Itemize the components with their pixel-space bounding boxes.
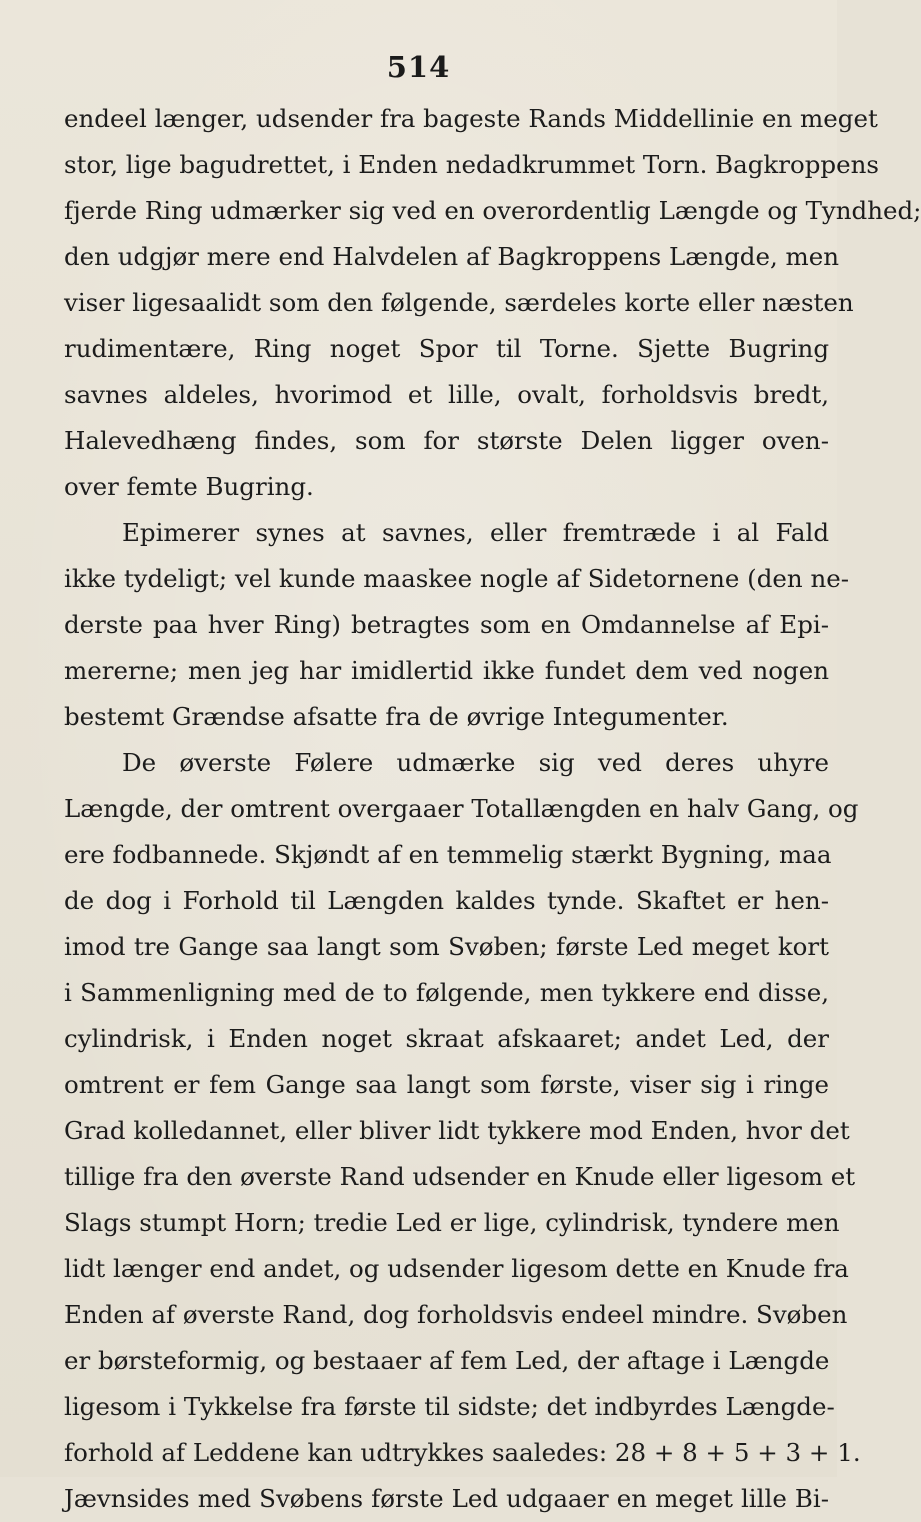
text-line: mererne; men jeg har imidlertid ikke fundet dem ved nogen [64, 656, 829, 685]
text-line: den udgjør mere end Halvdelen af Bagkroppens Længde, men [64, 242, 840, 271]
page-number: 514 [386, 50, 451, 84]
body-text [64, 96, 921, 1522]
text-line: Grad kolledannet, eller bliver lidt tykkere mod Enden, hvor det [64, 1116, 850, 1145]
text-line: lidt længer end andet, og udsender ligesom dette en Knude fra [64, 1254, 849, 1283]
text-line: Længde, der omtrent overgaaer Totallængden en halv Gang, og [64, 794, 859, 823]
text-line: fjerde Ring udmærker sig ved en overordentlig Længde og Tyndhed; [64, 196, 921, 225]
text-line: stor, lige bagudrettet, i Enden nedadkrummet Torn. Bagkroppens [64, 150, 879, 179]
text-line: ere fodbannede. Skjøndt af en temmelig stærkt Bygning, maa [64, 840, 832, 869]
text-line: tillige fra den øverste Rand udsender en Knude eller ligesom et [64, 1162, 856, 1191]
text-line: forhold af Leddene kan udtrykkes saaledes: 28 + 8 + 5 + 3 + 1. [64, 1438, 861, 1467]
text-line: Slags stumpt Horn; tredie Led er lige, cylindrisk, tyndere men [64, 1208, 840, 1237]
text-line: Epimerer synes at savnes, eller fremtræde i al Fald [122, 518, 829, 547]
text-line: derste paa hver Ring) betragtes som en Omdannelse af Epi- [64, 610, 829, 639]
text-line: savnes aldeles, hvorimod et lille, ovalt, forholdsvis bredt, [64, 380, 829, 409]
text-line: er børsteformig, og bestaaer af fem Led, der aftage i Længde [64, 1346, 830, 1375]
text-line: Halevedhæng findes, som for største Delen ligger oven- [64, 426, 829, 455]
text-line: endeel længer, udsender fra bageste Rands Middellinie en meget [64, 104, 878, 133]
text-line: omtrent er fem Gange saa langt som første, viser sig i ringe [64, 1070, 829, 1099]
text-line: i Sammenligning med de to følgende, men tykkere end disse, [64, 978, 829, 1007]
text-line: bestemt Grændse afsatte fra de øvrige Integumenter. [64, 702, 729, 731]
text-line: Jævnsides med Svøbens første Led udgaaer en meget lille Bi- [64, 1484, 829, 1513]
text-line: ikke tydeligt; vel kunde maaskee nogle af Sidetornene (den ne- [64, 564, 850, 593]
text-line: imod tre Gange saa langt som Svøben; første Led meget kort [64, 932, 829, 961]
text-line: viser ligesaalidt som den følgende, særdeles korte eller næsten [64, 288, 854, 317]
text-line: cylindrisk, i Enden noget skraat afskaaret; andet Led, der [64, 1024, 829, 1053]
text-line: over femte Bugring. [64, 472, 314, 501]
text-line: ligesom i Tykkelse fra første til sidste; det indbyrdes Længde- [64, 1392, 835, 1421]
text-line: de dog i Forhold til Længden kaldes tynde. Skaftet er hen- [64, 886, 829, 915]
text-line: rudimentære, Ring noget Spor til Torne. Sjette Bugring [64, 334, 829, 363]
text-line: Enden af øverste Rand, dog forholdsvis endeel mindre. Svøben [64, 1300, 848, 1329]
text-line: De øverste Følere udmærke sig ved deres uhyre [122, 748, 829, 777]
